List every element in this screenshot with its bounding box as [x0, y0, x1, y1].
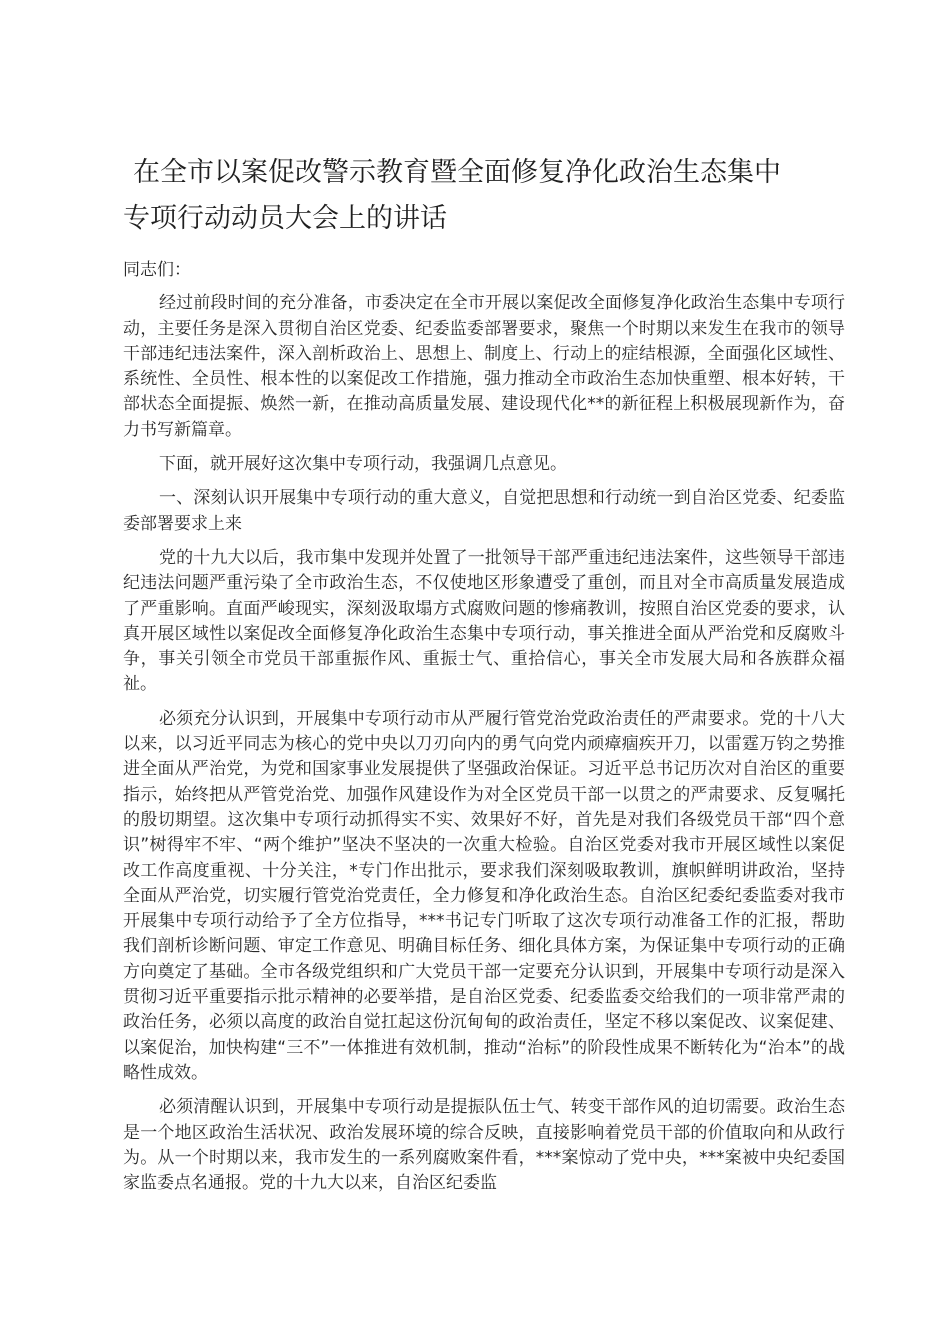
paragraph: 经过前段时间的充分准备，市委决定在全市开展以案促改全面修复净化政治生态集中专项行动，主要任务是深入贯彻自治区党委、纪委监委部署要求，聚焦一个时期以来发生在我市的领导干部违纪违法案件，深入剖析政治上、思想上、制度上、行动上的症结根源，全面强化区域性、系统性、全员性、根本性的以案促改工作措施，强力推动全市政治生态加快重塑、根本好转，干部状态全面提振、焕然一新，在推动高质量发展、建设现代化**的新征程上积极展现新作为，奋力书写新篇章。	[123, 293, 845, 440]
paragraph: 必须清醒认识到，开展集中专项行动是提振队伍士气、转变干部作风的迫切需要。政治生态是一个地区政治生活状况、政治发展环境的综合反映，直接影响着党员干部的价值取向和从政行为。从一个时期以来，我市发生的一系列腐败案件看，***案惊动了党中央，***案被中央纪委国家监委点名通报。党的十九大以来，自治区纪委监	[123, 1097, 845, 1194]
document-body	[123, 258, 845, 1205]
paragraph: 党的十九大以后，我市集中发现并处置了一批领导干部严重违纪违法案件，这些领导干部违纪违法问题严重污染了全市政治生态，不仅使地区形象遭受了重创，而且对全市高质量发展造成了严重影响。直面严峻现实，深刻汲取塌方式腐败问题的惨痛教训，按照自治区党委的要求，认真开展区域性以案促改全面修复净化政治生态集中专项行动，事关推进全面从严治党和反腐败斗争，事关引领全市党员干部重振作风、重振士气、重拾信心，事关全市发展大局和各族群众福祉。	[123, 547, 845, 695]
paragraph: 下面，就开展好这次集中专项行动，我强调几点意见。	[159, 454, 567, 475]
greeting: 同志们：	[123, 260, 191, 280]
section-heading: 一、深刻认识开展集中专项行动的重大意义，自觉把思想和行动统一到自治区党委、纪委监委部署要求上来	[123, 488, 845, 534]
title-line-2: 专项行动动员大会上的讲话	[123, 203, 447, 234]
document-title	[123, 150, 843, 242]
paragraph: 必须充分认识到，开展集中专项行动市从严履行管党治党政治责任的严肃要求。党的十八大以来，以习近平同志为核心的党中央以刀刃向内的勇气向党内顽瘴痼疾开刀，以雷霆万钧之势推进全面从严治党，为党和国家事业发展提供了坚强政治保证。习近平总书记历次对自治区的重要指示，始终把从严管党治党、加强作风建设作为对全区党员干部一以贯之的严肃要求、反复嘱托的殷切期望。这次集中专项行动抓得实不实、效果好不好，首先是对我们各级党员干部“四个意识”树得牢不牢、“两个维护”坚决不坚决的一次重大检验。自治区党委对我市开展区域性以案促改工作高度重视、十分关注，*专门作出批示，要求我们深刻吸取教训，旗帜鲜明讲政治，坚持全面从严治党，切实履行管党治党责任，全力修复和净化政治生态。自治区纪委纪委监委对我市开展集中专项行动给予了全方位指导，***书记专门听取了这次专项行动准备工作的汇报，帮助我们剖析诊断问题、审定工作意见、明确目标任务、细化具体方案，为保证集中专项行动的正确方向奠定了基础。全市各级党组织和广大党员干部一定要充分认识到，开展集中专项行动是深入贯彻习近平重要指示批示精神的必要举措，是自治区党委、纪委监委交给我们的一项非常严肃的政治任务，必须以高度的政治自觉扛起这份沉甸甸的政治责任，坚定不移以案促改、议案促建、以案促治，加快构建“三不”一体推进有效机制，推动“治标”的阶段性成果不断转化为“治本”的战略性成效。	[123, 708, 845, 1083]
title-line-1: 在全市以案促改警示教育暨全面修复净化政治生态集中	[133, 157, 781, 188]
